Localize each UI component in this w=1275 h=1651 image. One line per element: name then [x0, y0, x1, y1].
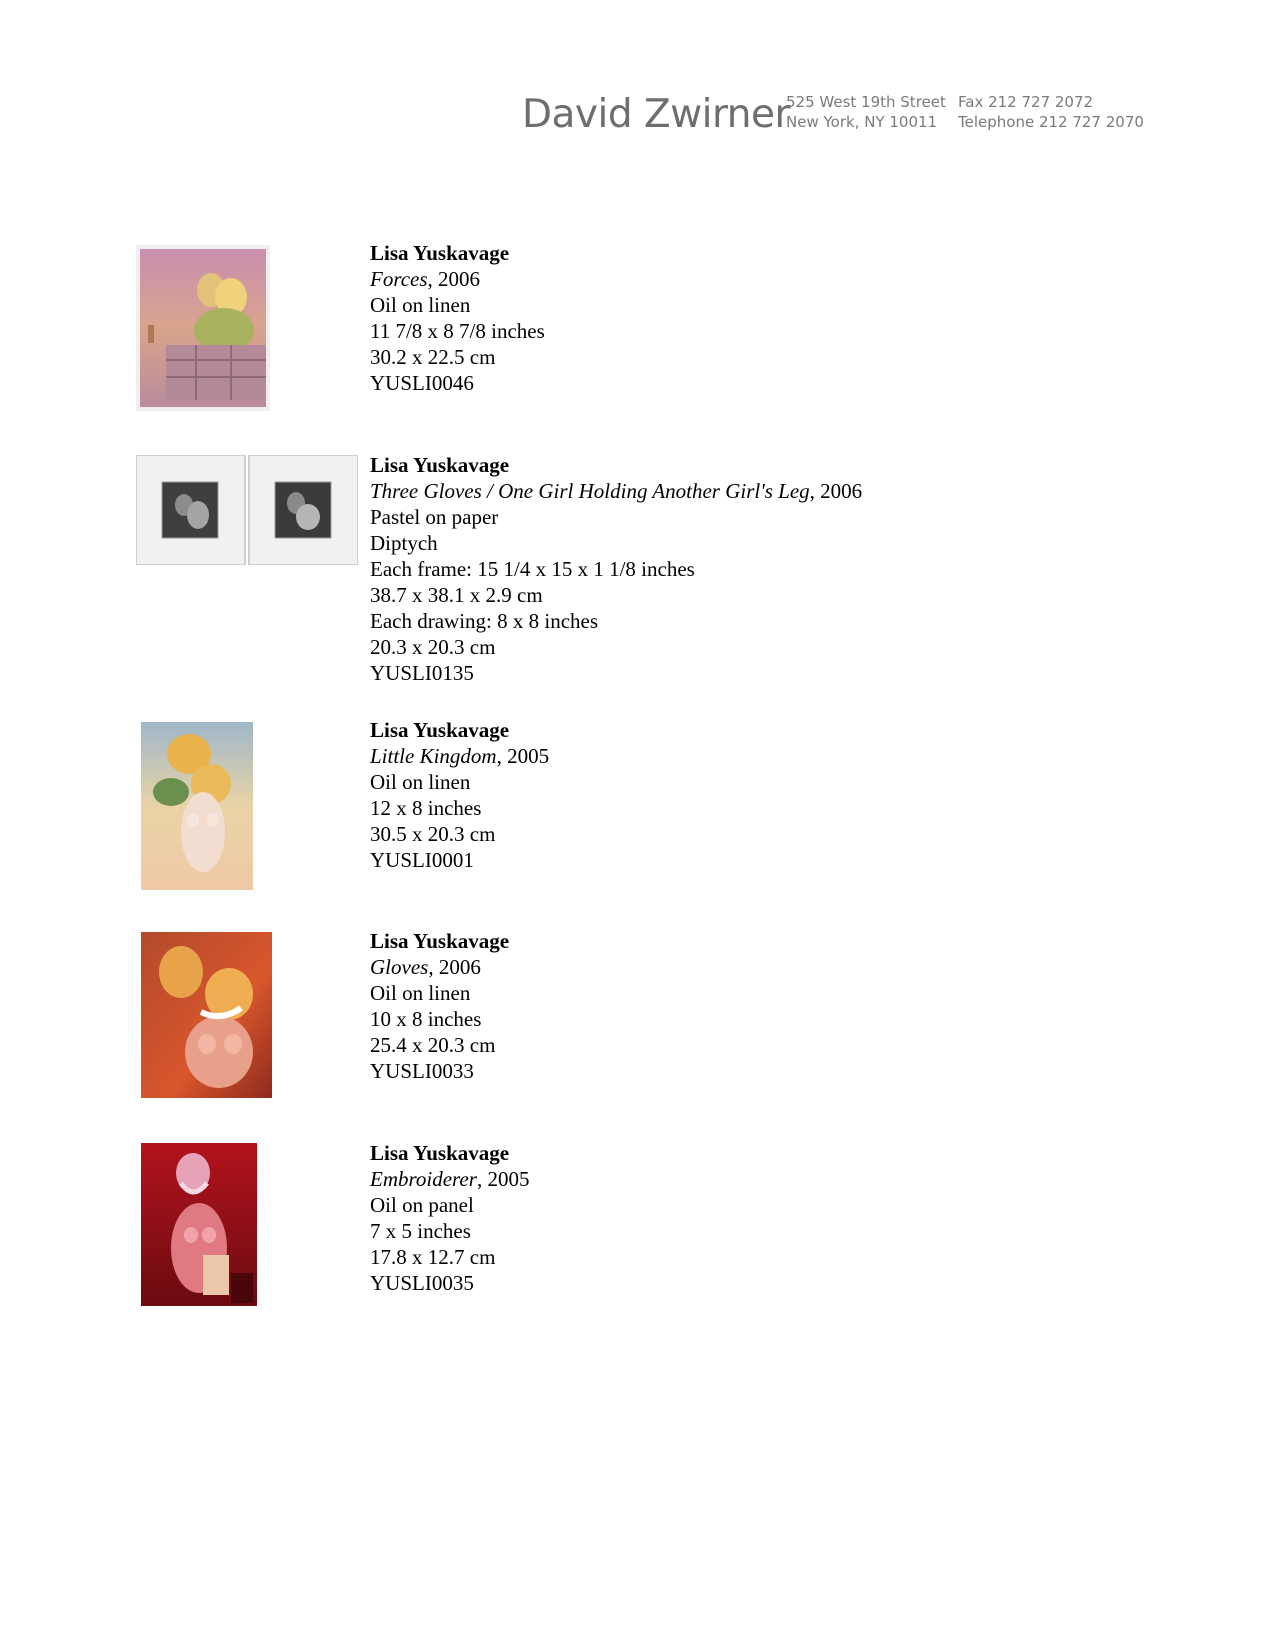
telephone-number: Telephone 212 727 2070 [958, 113, 1144, 131]
artwork-caption [370, 928, 509, 1084]
address-city: New York, NY 10011 [786, 113, 938, 131]
artwork-title: Three Gloves / One Girl Holding Another Girl's Leg [370, 479, 810, 503]
inventory-number: YUSLI0135 [370, 661, 474, 685]
fax-number: Fax 212 727 2072 [958, 93, 1094, 111]
address-street: 525 West 19th Street [786, 93, 946, 111]
artwork-medium: Oil on linen [370, 293, 471, 317]
artwork-thumbnail [141, 1143, 257, 1306]
letterhead [522, 88, 1142, 138]
drawing-dimensions-inches: Each drawing: 8 x 8 inches [370, 609, 599, 633]
artwork-caption [370, 452, 862, 686]
artist-name: Lisa Yuskavage [370, 453, 510, 477]
artist-name: Lisa Yuskavage [370, 1141, 510, 1165]
artwork-dimensions-cm: 17.8 x 12.7 cm [370, 1245, 496, 1269]
artwork-medium: Pastel on paper [370, 505, 499, 529]
drawing-dimensions-cm: 20.3 x 20.3 cm [370, 635, 496, 659]
artwork-title: Little Kingdom [370, 744, 497, 768]
artwork-year: , 2006 [809, 479, 863, 503]
frame-dimensions-inches: Each frame: 15 1/4 x 15 x 1 1/8 inches [370, 557, 695, 581]
artwork-dimensions-inches: 12 x 8 inches [370, 796, 482, 820]
artwork-caption [370, 240, 545, 396]
artwork-medium: Oil on panel [370, 1193, 474, 1217]
artwork-thumbnail-diptych [136, 455, 358, 565]
artwork-dimensions-inches: 10 x 8 inches [370, 1007, 482, 1031]
artwork-medium: Oil on linen [370, 981, 471, 1005]
inventory-number: YUSLI0033 [370, 1059, 474, 1083]
artwork-title: Gloves [370, 955, 429, 979]
artwork-title: Embroiderer [370, 1167, 477, 1191]
artist-name: Lisa Yuskavage [370, 241, 510, 265]
gallery-logo: David Zwirner [522, 92, 791, 137]
artwork-caption [370, 1140, 529, 1296]
address-block [786, 92, 946, 132]
artwork-thumbnail [141, 932, 272, 1098]
artwork-format: Diptych [370, 531, 438, 555]
artwork-thumbnail [141, 722, 253, 890]
artwork-caption [370, 717, 549, 873]
inventory-number: YUSLI0035 [370, 1271, 474, 1295]
artwork-year: , 2005 [496, 744, 550, 768]
frame-dimensions-cm: 38.7 x 38.1 x 2.9 cm [370, 583, 543, 607]
artwork-year: , 2006 [427, 267, 481, 291]
artwork-year: , 2005 [476, 1167, 530, 1191]
artwork-medium: Oil on linen [370, 770, 471, 794]
inventory-number: YUSLI0046 [370, 371, 474, 395]
artwork-dimensions-inches: 11 7/8 x 8 7/8 inches [370, 319, 545, 343]
inventory-number: YUSLI0001 [370, 848, 474, 872]
artwork-dimensions-cm: 30.5 x 20.3 cm [370, 822, 496, 846]
artwork-title: Forces [370, 267, 428, 291]
artist-name: Lisa Yuskavage [370, 929, 510, 953]
artist-name: Lisa Yuskavage [370, 718, 510, 742]
artwork-thumbnail [136, 245, 270, 411]
artwork-dimensions-cm: 30.2 x 22.5 cm [370, 345, 496, 369]
artwork-year: , 2006 [428, 955, 481, 979]
artwork-dimensions-inches: 7 x 5 inches [370, 1219, 471, 1243]
contact-block [958, 92, 1144, 132]
artwork-dimensions-cm: 25.4 x 20.3 cm [370, 1033, 496, 1057]
